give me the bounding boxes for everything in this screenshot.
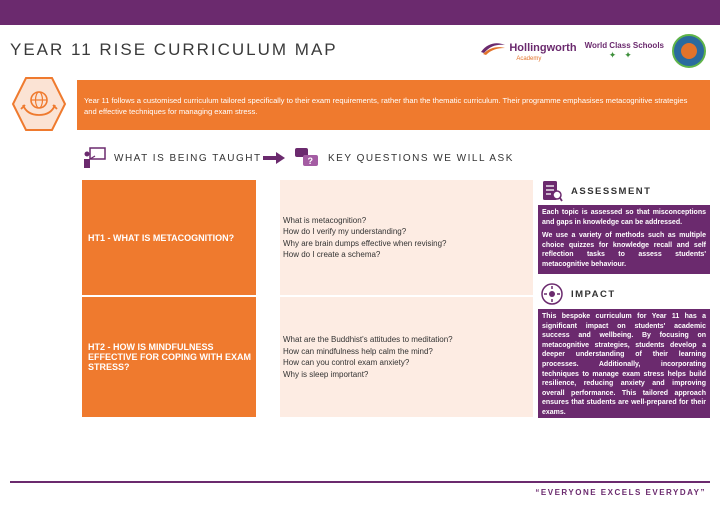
school-subtitle: Academy xyxy=(516,56,542,62)
hollingworth-logo xyxy=(480,40,576,62)
topic-questions xyxy=(280,297,533,417)
seal-icon xyxy=(672,34,706,68)
hexagon-globe-hands-icon xyxy=(10,75,68,133)
questions-heading xyxy=(294,147,514,169)
impact-text: This bespoke curriculum for Year 11 has a significant impact on students' academic success and wellbeing. By focusing on metacognitive strategies, students develop a deeper understanding of their learning processes. Additionally, incorporating techniques to manage exam stress helps build resilience, reducing anxiety and improving overall performance. This tailored approach ensures that students are well-prepared for their exams. xyxy=(542,313,706,416)
impact-heading xyxy=(541,283,616,305)
question: What is metacognition? xyxy=(283,215,367,225)
assessment-text: Each topic is assessed so that misconceptions and gaps in knowledge can be addressed. xyxy=(542,209,706,226)
taught-label: WHAT IS BEING TAUGHT xyxy=(114,152,262,164)
logo-group xyxy=(480,33,706,69)
assessment-label: ASSESSMENT xyxy=(571,185,652,197)
question: How can you control exam anxiety? xyxy=(283,358,410,367)
assessment-box xyxy=(538,205,710,274)
school-name: Hollingworth xyxy=(509,41,577,54)
teacher-board-icon xyxy=(82,147,106,169)
question: How can mindfulness help calm the mind? xyxy=(283,346,433,356)
question: What are the Buddhist's attitudes to meditation? xyxy=(283,335,453,344)
topic-title: HT1 - WHAT IS METACOGNITION? xyxy=(82,180,256,295)
question: Why are brain dumps effective when revising? xyxy=(283,238,447,248)
topic-questions xyxy=(280,180,533,295)
impact-box xyxy=(538,309,710,418)
intro-banner: Year 11 follows a customised curriculum tailored specifically to their exam requirements, rather than the thematic curriculum. Their programme emphasises metacognitive strategies and effective techniques for managing exam stress. xyxy=(77,80,710,130)
world-class-schools-logo xyxy=(585,41,664,61)
speech-question-icon xyxy=(294,147,320,169)
assessment-text: We use a variety of methods such as multiple choice quizzes for knowledge recall and self reflection tasks to assess students' metacognitive behaviour. xyxy=(542,232,706,268)
topic-title: HT2 - HOW IS MINDFULNESS EFFECTIVE FOR COPING WITH EXAM STRESS? xyxy=(82,297,256,417)
arrow-right-icon xyxy=(263,152,285,164)
taught-heading xyxy=(82,147,262,169)
question: Why is sleep important? xyxy=(283,369,369,379)
footer-divider xyxy=(10,481,710,483)
impact-icon xyxy=(541,283,563,305)
questions-label: KEY QUESTIONS WE WILL ASK xyxy=(328,152,514,164)
assessment-heading xyxy=(541,180,651,202)
spacer-cell xyxy=(256,297,280,417)
impact-label: IMPACT xyxy=(571,288,616,300)
assessment-icon xyxy=(541,180,563,202)
award-name: World Class Schools xyxy=(584,41,664,50)
page-title: YEAR 11 RISE CURRICULUM MAP xyxy=(10,40,338,59)
question: How do I verify my understanding? xyxy=(283,227,407,236)
svg-text:?: ? xyxy=(307,156,313,166)
swoosh-icon xyxy=(480,40,506,56)
leaf-icon: ✦✦ xyxy=(608,50,640,60)
footer-tagline: “EVERYONE EXCELS EVERYDAY” xyxy=(535,488,706,497)
top-banner xyxy=(0,0,720,25)
question: How do I create a schema? xyxy=(283,250,381,259)
spacer-cell xyxy=(256,180,280,295)
